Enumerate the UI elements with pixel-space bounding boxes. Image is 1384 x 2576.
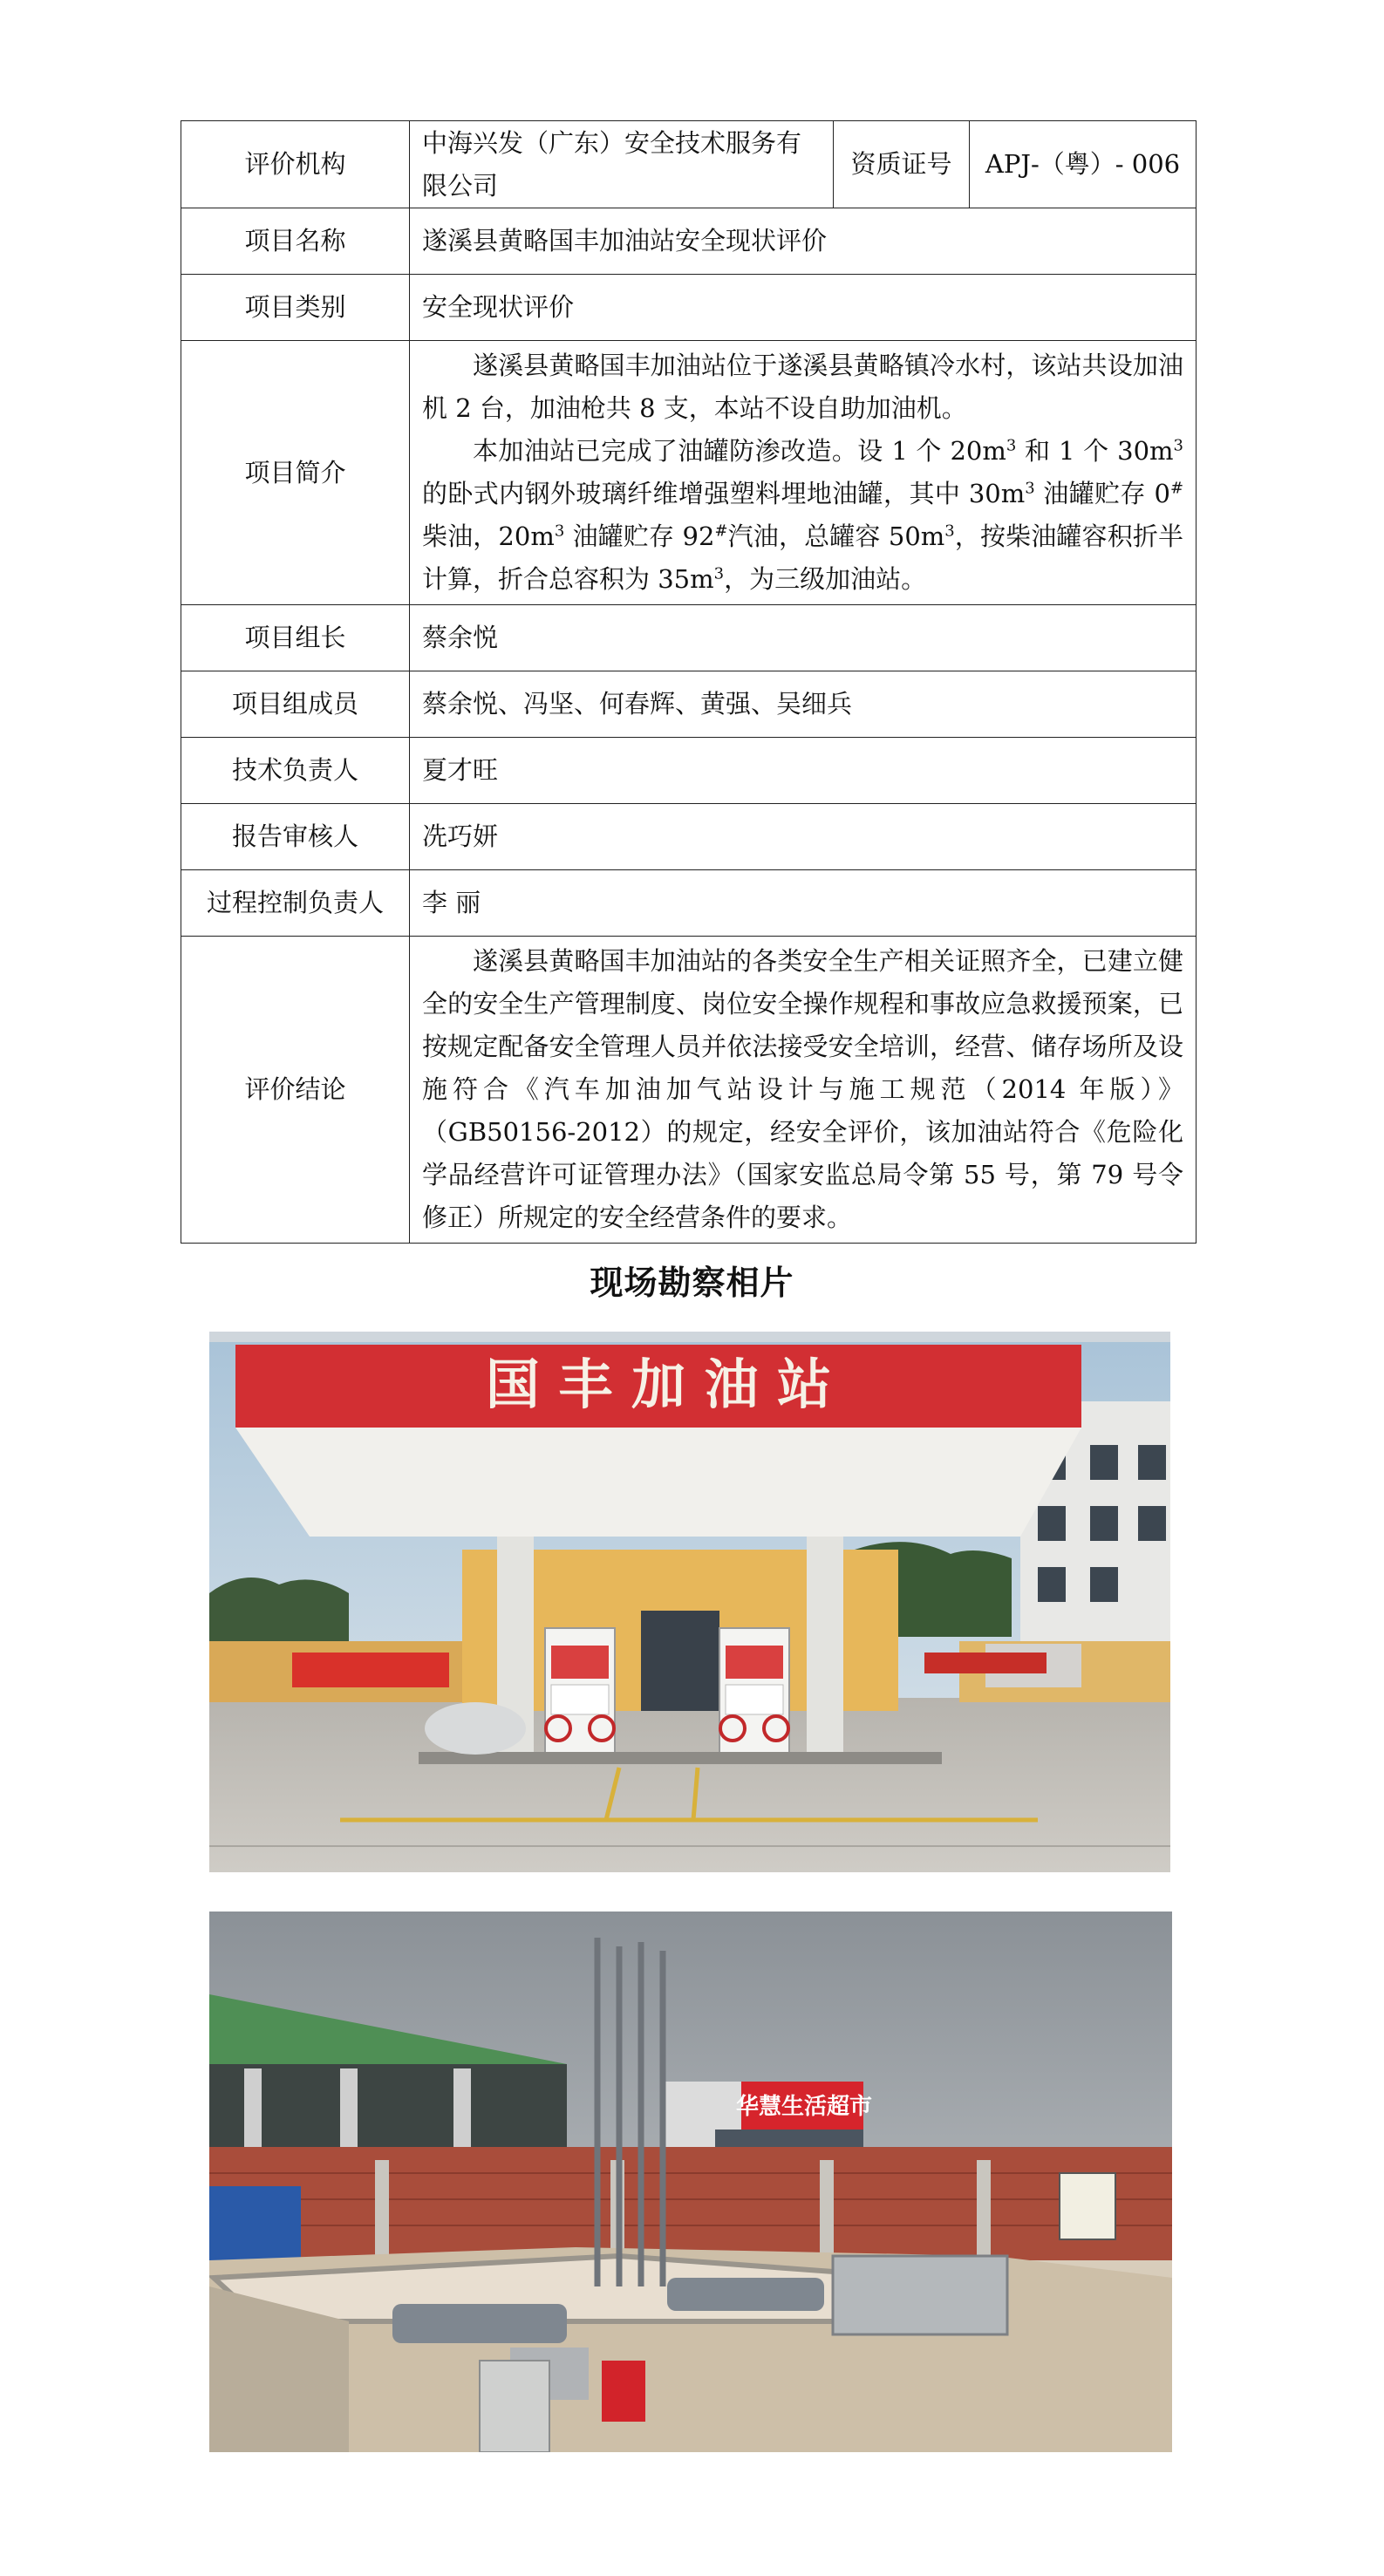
label-process-control: 过程控制负责人 <box>181 870 410 937</box>
canopy-sign-text: 国 丰 加 油 站 <box>485 1353 832 1416</box>
value-project-type: 安全现状评价 <box>410 275 1197 341</box>
label-qualification-no: 资质证号 <box>834 121 970 208</box>
shop-sign-text: 华慧生活超市 <box>735 2094 873 2120</box>
label-report-reviewer: 报告审核人 <box>181 804 410 870</box>
project-info-table <box>181 120 1197 1244</box>
row-technical-lead <box>181 738 1197 804</box>
value-evaluation-conclusion <box>410 937 1197 1244</box>
label-project-leader: 项目组长 <box>181 605 410 671</box>
label-team-members: 项目组成员 <box>181 671 410 738</box>
value-process-control: 李 丽 <box>410 870 1197 937</box>
site-photo-tank-area <box>209 1912 1172 2452</box>
label-project-name: 项目名称 <box>181 208 410 275</box>
value-team-members: 蔡余悦、冯坚、何春辉、黄强、吴细兵 <box>410 671 1197 738</box>
value-project-leader: 蔡余悦 <box>410 605 1197 671</box>
label-evaluation-conclusion: 评价结论 <box>181 937 410 1244</box>
value-report-reviewer: 冼巧妍 <box>410 804 1197 870</box>
summary-paragraph-2: 本加油站已完成了油罐防渗改造。设 1 个 $20m^3$ 和 1 个 $30m^3$ 的卧式内钢外玻璃纤维增强塑料埋地油罐，其中 $30m^3$ 油罐贮存 0#柴油，$20m^3$ 油罐贮存 92#汽油，总罐容 $50m^3$，按柴油罐容积折半计算，折合总容积为 $35m^3$，为三级加油站。 <box>422 436 1183 594</box>
row-team-members <box>181 671 1197 738</box>
row-evaluation-org <box>181 121 1197 208</box>
label-technical-lead: 技术负责人 <box>181 738 410 804</box>
fuel-dispenser-right <box>719 1628 789 1755</box>
site-photo-gas-station <box>209 1332 1170 1872</box>
summary-paragraph-1: 遂溪县黄略国丰加油站位于遂溪县黄略镇冷水村，该站共设加油机 2 台，加油枪共 8 支，本站不设自助加油机。 <box>422 351 1183 423</box>
tank-area-illustration <box>209 1912 1172 2452</box>
photo-section-title: 现场勘察相片 <box>590 1264 794 1302</box>
fuel-dispenser-left <box>545 1628 615 1755</box>
row-project-type <box>181 275 1197 341</box>
value-qualification-no: APJ-（粤）- 006 <box>970 121 1197 208</box>
label-evaluation-org: 评价机构 <box>181 121 410 208</box>
row-project-name <box>181 208 1197 275</box>
row-evaluation-conclusion <box>181 937 1197 1244</box>
value-project-name: 遂溪县黄略国丰加油站安全现状评价 <box>410 208 1197 275</box>
gas-station-illustration <box>209 1332 1170 1872</box>
row-report-reviewer <box>181 804 1197 870</box>
row-process-control <box>181 870 1197 937</box>
label-project-summary: 项目简介 <box>181 341 410 605</box>
value-evaluation-org: 中海兴发（广东）安全技术服务有限公司 <box>410 121 834 208</box>
conclusion-paragraph: 遂溪县黄略国丰加油站的各类安全生产相关证照齐全，已建立健全的安全生产管理制度、岗位安全操作规程和事故应急救援预案，已按规定配备安全管理人员并依法接受安全培训，经营、储存场所及设施符合《汽车加油加气站设计与施工规范（2014 年版）》（GB50156-2012）的规定，经安全评价，该加油站符合《危险化学品经营许可证管理办法》（国家安监总局令第 55 号，第 79 号令修正）所规定的安全经营条件的要求。 <box>422 946 1183 1232</box>
label-project-type: 项目类别 <box>181 275 410 341</box>
value-technical-lead: 夏才旺 <box>410 738 1197 804</box>
value-project-summary <box>410 341 1197 605</box>
row-project-leader <box>181 605 1197 671</box>
row-project-summary <box>181 341 1197 605</box>
